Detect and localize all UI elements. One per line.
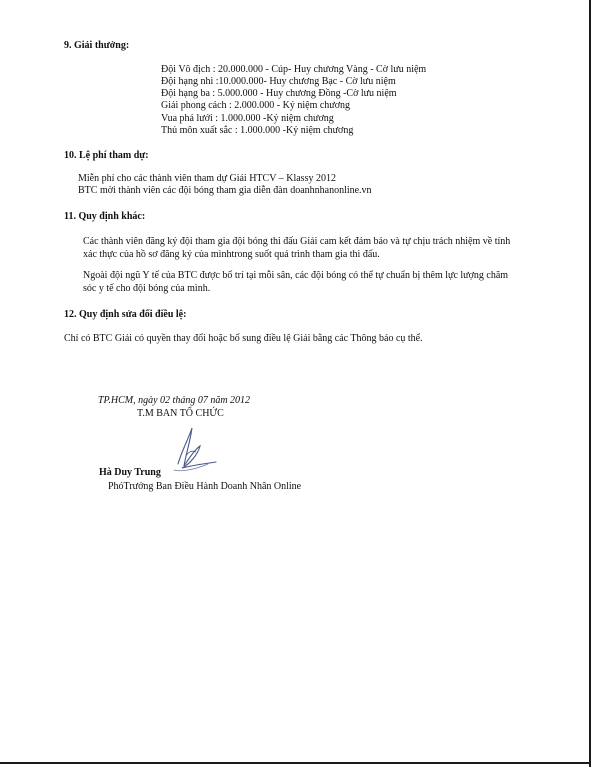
signer-name: Hà Duy Trung: [99, 467, 161, 478]
section10-heading: 10. Lệ phí tham dự:: [64, 150, 149, 161]
handwritten-signature: [160, 420, 220, 480]
prize-row: Giải phong cách : 2.000.000 - Kỷ niệm chương: [161, 100, 351, 111]
prize-row: Vua phá lưới : 1.000.000 -Kỷ niệm chương: [161, 113, 334, 124]
section12-heading: 12. Quy định sửa đổi điều lệ:: [64, 309, 187, 320]
rule-paragraph-line: Ngoài đội ngũ Y tế của BTC được bố trí tại mỗi sân, các đội bóng có thể tự chuẩn bị thêm lực lượng chăm: [83, 270, 509, 281]
fee-line: Miễn phí cho các thành viên tham dự Giải HTCV – Klassy 2012: [78, 173, 336, 184]
page-edge-right: [589, 0, 591, 767]
section9-heading: 9. Giải thưởng:: [64, 40, 130, 51]
place-date: TP.HCM, ngày 02 tháng 07 năm 2012: [98, 395, 251, 406]
prize-row: Đội hạng nhì :10.000.000- Huy chương Bạc - Cờ lưu niệm: [161, 76, 396, 87]
rule-paragraph-line: Các thành viên đăng ký đội tham gia đội bóng thi đấu Giải cam kết đảm bảo và tự chịu trách nhiệm về tính: [83, 236, 511, 247]
organizer-label: T.M BAN TỔ CHỨC: [137, 408, 224, 419]
fee-line: BTC mời thành viên các đội bóng tham gia diễn đàn doanhnhanonline.vn: [78, 185, 372, 196]
section11-heading: 11. Quy định khác:: [64, 211, 146, 222]
page-edge-bottom: [0, 762, 591, 764]
rule-paragraph-line: sóc y tế cho đội bóng của mình.: [83, 283, 211, 294]
prize-row: Đội hạng ba : 5.000.000 - Huy chương Đồng -Cờ lưu niệm: [161, 88, 397, 99]
prize-row: Thủ môn xuất sắc : 1.000.000 -Kỷ niệm chương: [161, 125, 354, 136]
signer-title: PhóTrưởng Ban Điều Hành Doanh Nhân Online: [108, 481, 302, 492]
prize-row: Đội Vô địch : 20.000.000 - Cúp- Huy chương Vàng - Cờ lưu niệm: [161, 64, 427, 75]
amendment-text: Chỉ có BTC Giải có quyền thay đổi hoặc bổ sung điều lệ Giải bằng các Thông báo cụ thể.: [64, 333, 423, 344]
rule-paragraph-line: xác thực của hồ sơ đăng ký của mìnhtrong suốt quá trình tham gia thi đấu.: [83, 249, 380, 260]
